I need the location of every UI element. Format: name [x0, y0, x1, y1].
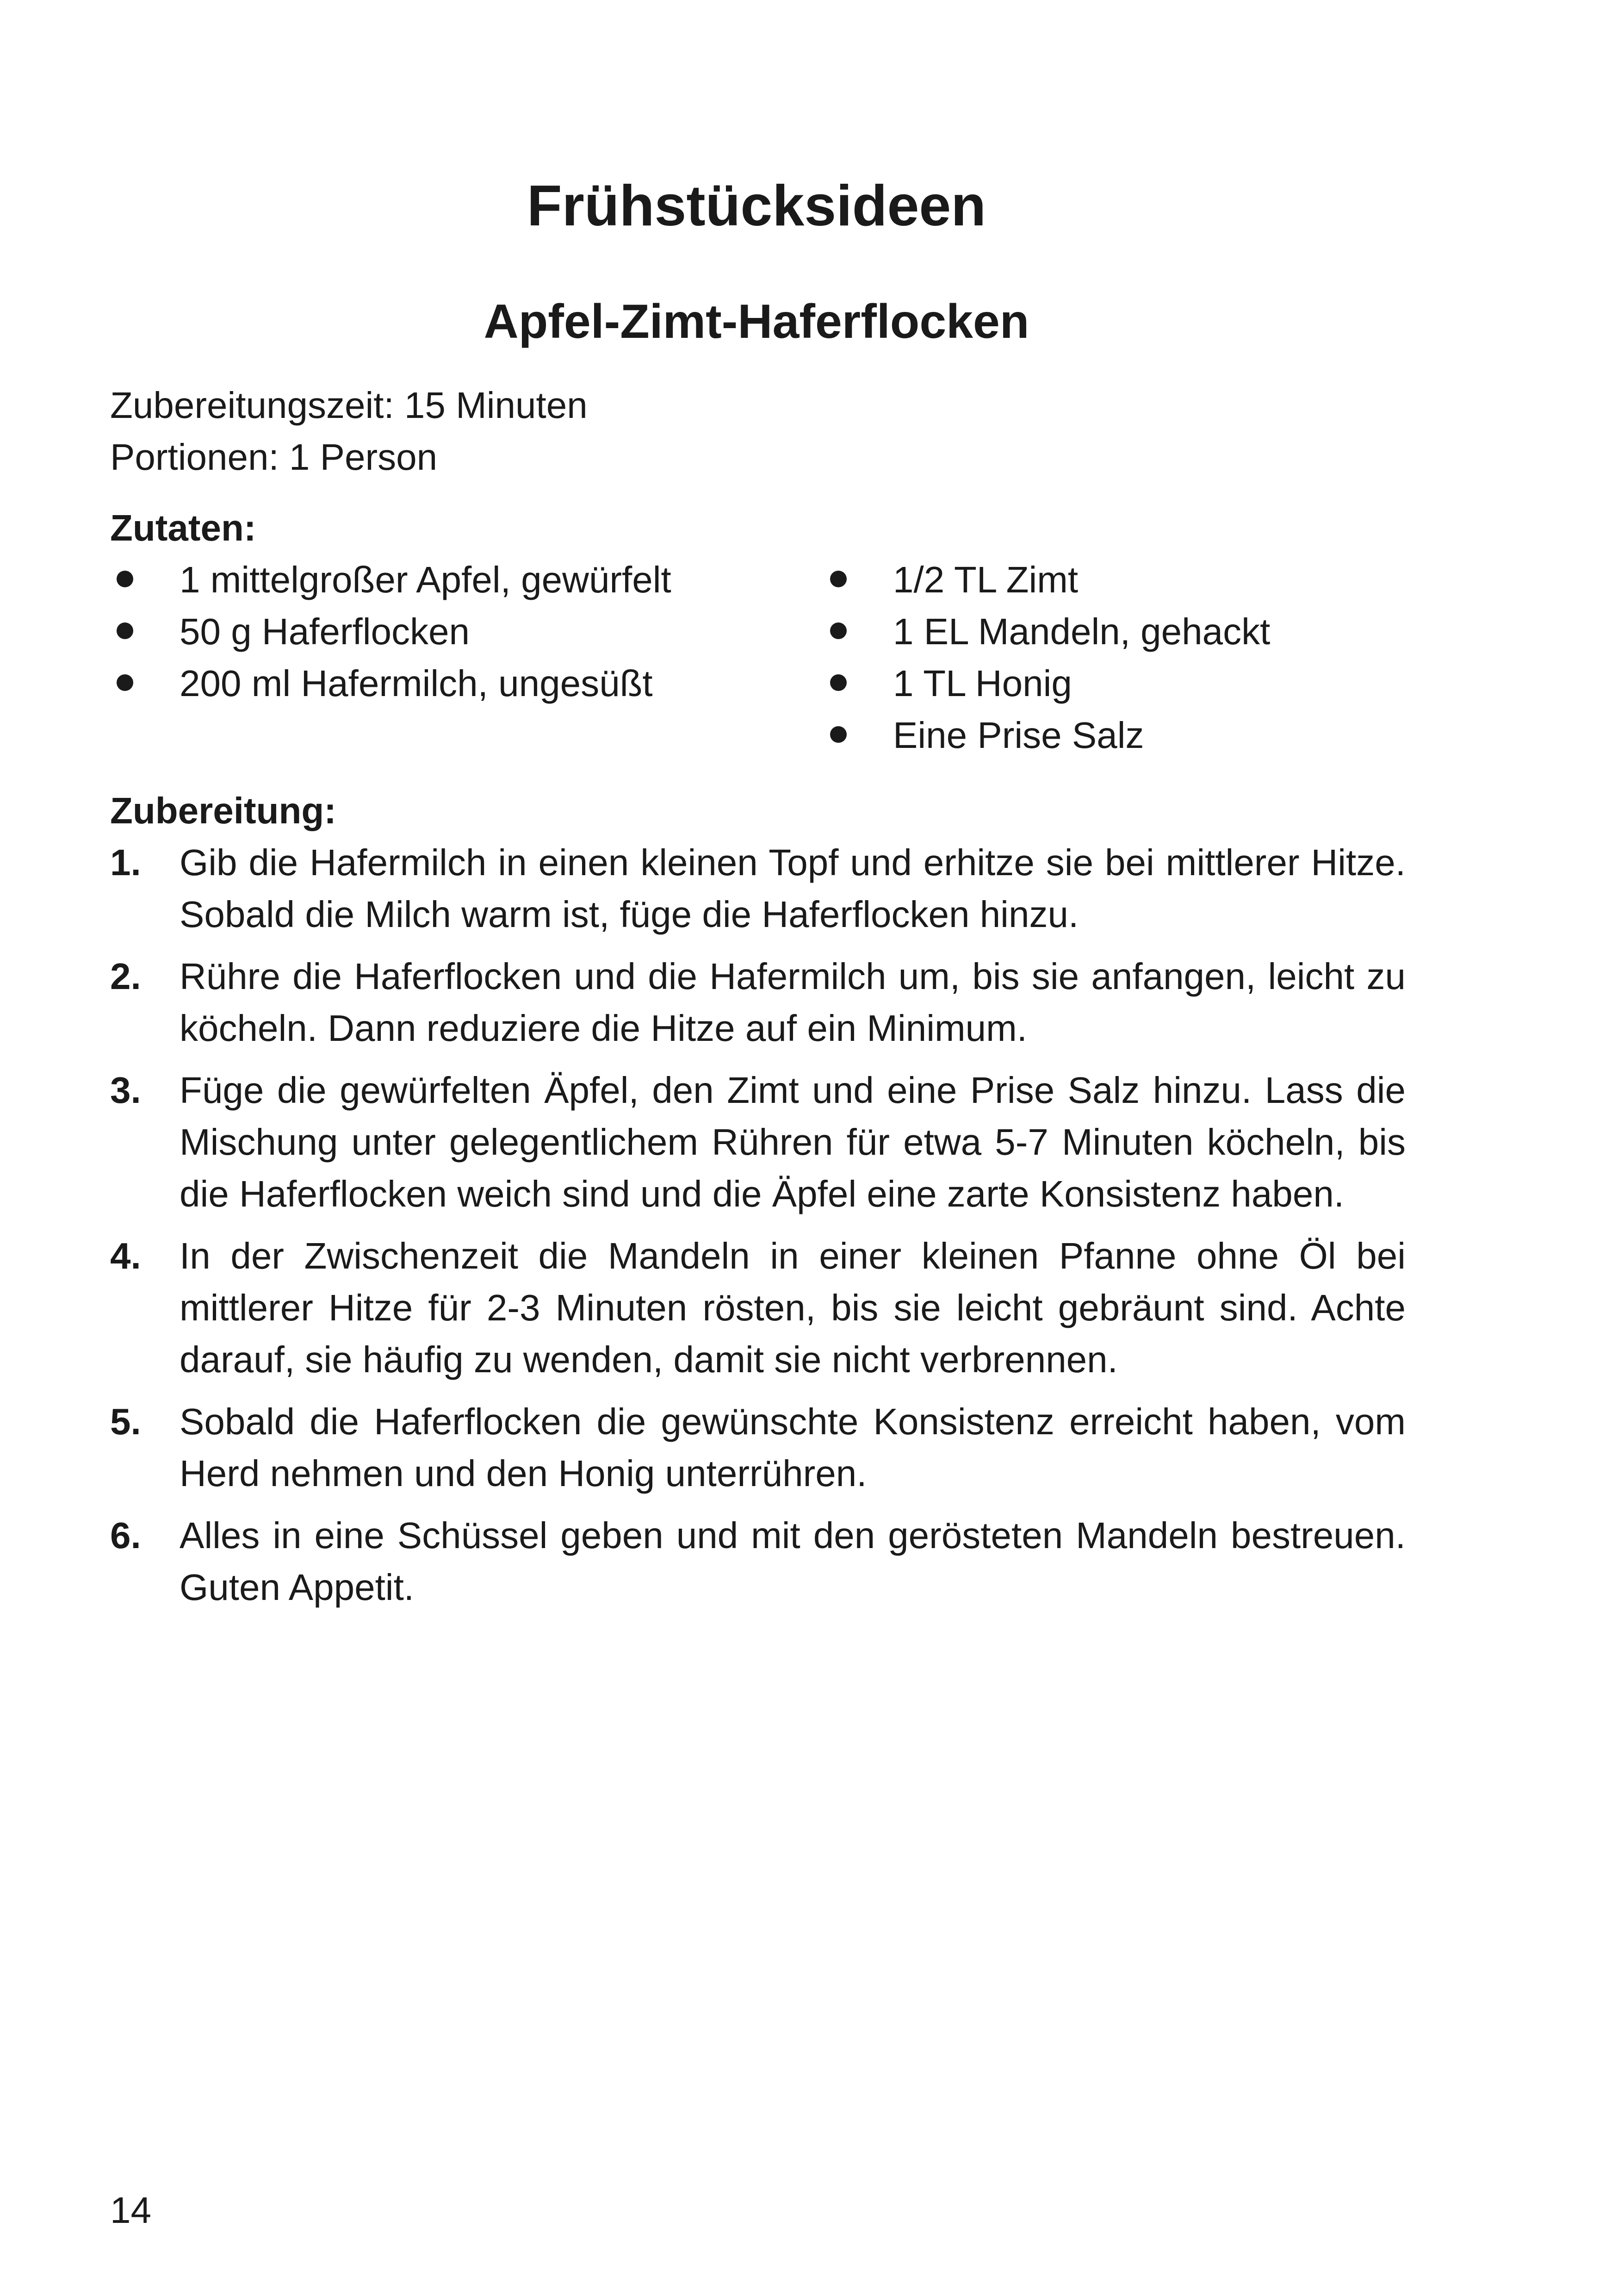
step-item [110, 951, 1406, 1054]
step-item [110, 1064, 1406, 1220]
bullet-icon [117, 622, 133, 639]
bullet-icon [830, 726, 847, 743]
preparation-heading: Zubereitung: [110, 790, 336, 831]
step-text: Alles in eine Schüssel geben und mit den gerösteten Mandeln bestreuen. Guten Appetit. [180, 1515, 1406, 1608]
ingredient-item [824, 606, 1416, 658]
bullet-icon [117, 674, 133, 691]
ingredient-text: 1 EL Mandeln, gehackt [893, 611, 1271, 652]
ingredient-item [110, 606, 702, 658]
ingredient-text: 1 TL Honig [893, 663, 1072, 704]
ingredient-text: 1 mittelgroßer Apfel, gewürfelt [180, 559, 671, 600]
recipe-title: Apfel-Zimt-Haferflocken [484, 295, 1029, 348]
ingredient-text: Eine Prise Salz [893, 715, 1144, 756]
ingredients-list-left [110, 554, 702, 709]
page-number: 14 [110, 2190, 151, 2231]
ingredient-item [824, 554, 1416, 606]
ingredient-text: 200 ml Hafermilch, ungesüßt [180, 663, 653, 704]
recipe-meta [110, 380, 588, 483]
step-number: 1. [110, 842, 141, 883]
ingredient-text: 50 g Haferflocken [180, 611, 470, 652]
step-number: 4. [110, 1235, 141, 1276]
step-text: Gib die Hafermilch in einen kleinen Topf und erhitze sie bei mittlerer Hitze. Sobald die Milch warm ist, füge die Haferflocken hinzu. [180, 842, 1406, 935]
bullet-icon [830, 622, 847, 639]
step-number: 6. [110, 1515, 141, 1556]
step-number: 2. [110, 956, 141, 997]
step-item [110, 1510, 1406, 1613]
step-number: 5. [110, 1401, 141, 1442]
bullet-icon [830, 571, 847, 587]
step-number: 3. [110, 1070, 141, 1111]
ingredients-list-right [824, 554, 1416, 761]
ingredient-item [110, 554, 702, 606]
bullet-icon [117, 571, 133, 587]
bullet-icon [830, 674, 847, 691]
step-item [110, 837, 1406, 940]
step-text: In der Zwischenzeit die Mandeln in einer kleinen Pfanne ohne Öl bei mittlerer Hitze für 2-3 Minuten rösten, bis sie leicht gebräunt sind. Achte darauf, sie häufig zu wenden, damit sie nicht verbrennen. [180, 1235, 1406, 1380]
servings: Portionen: 1 Person [110, 436, 438, 478]
step-text: Sobald die Haferflocken die gewünschte Konsistenz erreicht haben, vom Herd nehmen und den Honig unterrühren. [180, 1401, 1406, 1494]
prep-time: Zubereitungszeit: 15 Minuten [110, 385, 588, 426]
step-item [110, 1230, 1406, 1386]
ingredients-heading: Zutaten: [110, 507, 256, 548]
step-text: Füge die gewürfelten Äpfel, den Zimt und eine Prise Salz hinzu. Lass die Mischung unter gelegentlichem Rühren für etwa 5-7 Minuten köcheln, bis die Haferflocken weich sind und die Äpfel eine zarte Konsistenz haben. [180, 1070, 1406, 1214]
ingredient-item [824, 709, 1416, 761]
ingredient-item [824, 658, 1416, 709]
preparation-steps [110, 837, 1406, 1624]
ingredient-item [110, 658, 702, 709]
chapter-title: Frühstücksideen [527, 174, 986, 238]
ingredient-text: 1/2 TL Zimt [893, 559, 1079, 600]
step-text: Rühre die Haferflocken und die Hafermilch um, bis sie anfangen, leicht zu köcheln. Dann reduziere die Hitze auf ein Minimum. [180, 956, 1406, 1049]
step-item [110, 1396, 1406, 1500]
